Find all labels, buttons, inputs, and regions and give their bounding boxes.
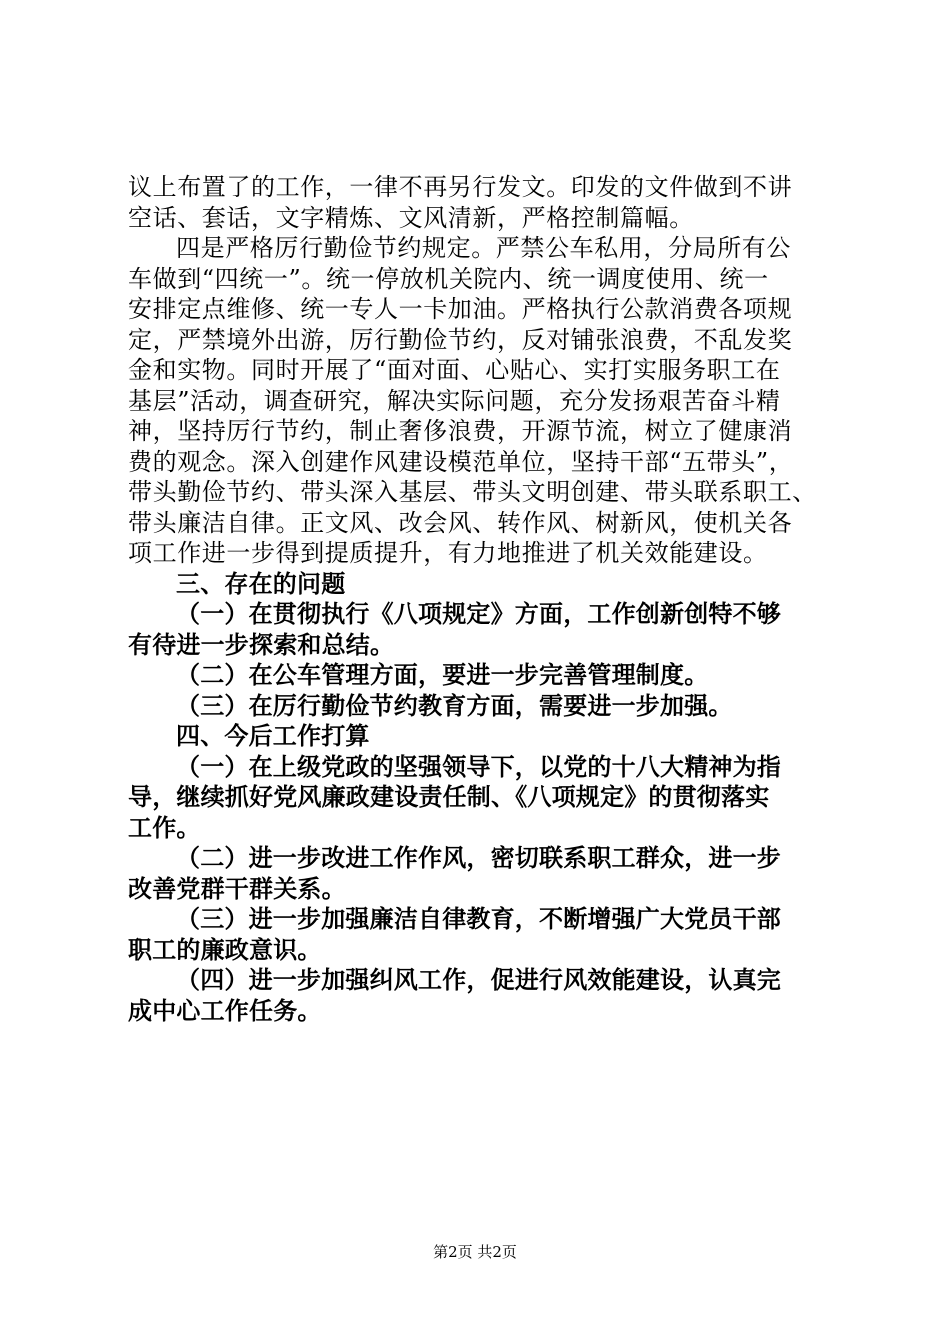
paragraph-line: 成中心工作任务。 [128,996,322,1025]
paragraph-line: 定，严禁境外出游，厉行勤俭节约，反对铺张浪费，不乱发奖 [128,325,793,354]
section-heading: 四、今后工作打算 [176,722,370,750]
paragraph-line: 有待进一步探索和总结。 [128,630,395,659]
paragraph-line: （三）在厉行勤俭节约教育方面，需要进一步加强。 [176,691,733,720]
paragraph-line: 车做到“四统一”。统一停放机关院内、统一调度使用、统一 [128,264,769,293]
paragraph-line: 带头廉洁自律。正文风、改会风、转作风、树新风，使机关各 [128,508,793,537]
paragraph-line: （一）在上级党政的坚强领导下，以党的十八大精神为指 [176,752,781,781]
paragraph-line: 费的观念。深入创建作风建设模范单位，坚持干部“五带头”， [128,447,794,476]
paragraph-line: 空话、套话，文字精炼、文风清新，严格控制篇幅。 [128,203,694,232]
paragraph-line: 导，继续抓好党风廉政建设责任制、《八项规定》的贯彻落实 [128,783,770,811]
paragraph-line: 带头勤俭节约、带头深入基层、带头文明创建、带头联系职工、 [128,478,817,506]
section-heading: 三、存在的问题 [176,569,346,598]
page-footer: 第2页 共2页 [433,1243,517,1261]
paragraph-line: （二）进一步改进工作作风，密切联系职工群众，进一步 [176,844,781,872]
paragraph-line: 安排定点维修、统一专人一卡加油。严格执行公款消费各项规 [128,295,793,323]
paragraph-line: 议上布置了的工作，一律不再另行发文。印发的文件做到不讲 [128,173,793,201]
paragraph-line: （二）在公车管理方面，要进一步完善管理制度。 [176,661,709,689]
paragraph-line: 改善党群干群关系。 [128,874,346,903]
paragraph-line: 四是严格厉行勤俭节约规定。严禁公车私用，分局所有公 [176,234,791,262]
paragraph-line: 基层”活动，调查研究，解决实际问题，充分发扬艰苦奋斗精 [128,386,781,415]
paragraph-line: 金和实物。同时开展了“面对面、心贴心、实打实服务职工在 [128,356,781,384]
paragraph-line: 神，坚持厉行节约，制止奢侈浪费，开源节流，树立了健康消 [128,417,793,445]
paragraph-line: 职工的廉政意识。 [128,935,322,964]
paragraph-line: （四）进一步加强纠风工作，促进行风效能建设，认真完 [176,966,781,994]
paragraph-line: （一）在贯彻执行《八项规定》方面，工作创新创特不够 [176,600,781,628]
document-body [128,172,828,1026]
paragraph-line: 工作。 [128,813,201,842]
paragraph-line: 项工作进一步得到提质提升，有力地推进了机关效能建设。 [128,539,768,567]
paragraph-line: （三）进一步加强廉洁自律教育，不断增强广大党员干部 [176,905,781,933]
